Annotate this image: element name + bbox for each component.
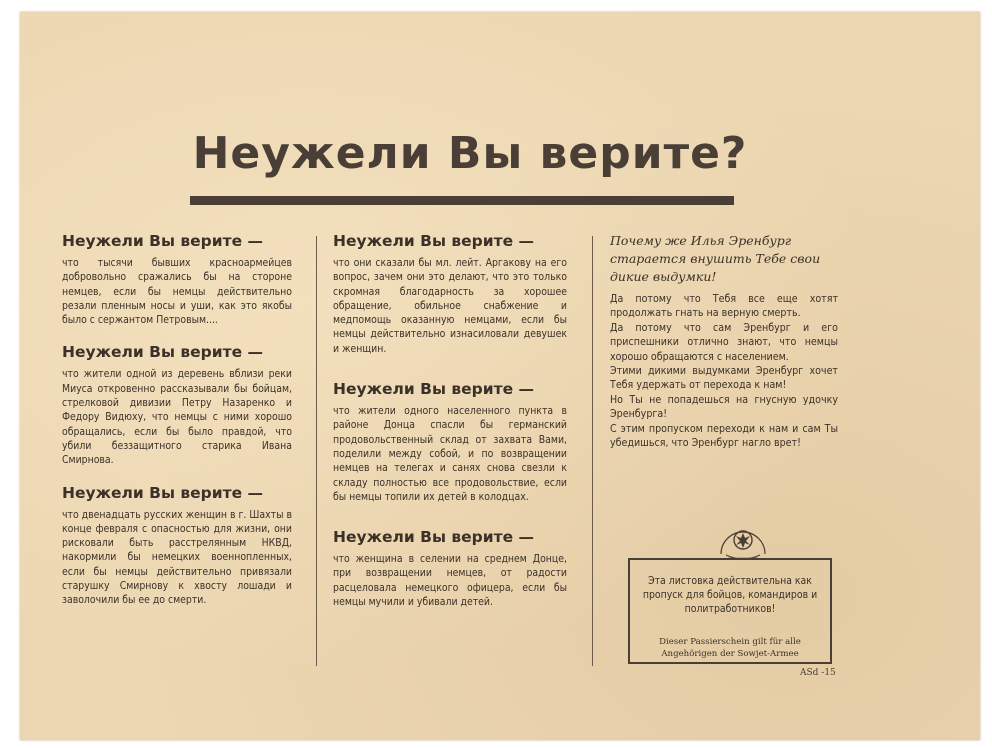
column-3: [610, 232, 838, 450]
column-1: [62, 232, 292, 608]
column-divider: [316, 236, 317, 666]
section-text: что двенадцать русских женщин в г. Шахты в конце февраля с опасностью для жизни, они рисковали быть расстрелянным НКВД, накормили бы немецких военнопленных, если бы немцы действительно привязали старушку Смирнову к хвосту лошади и заволочили бы ее до смерти.: [62, 508, 292, 607]
paragraph: Этими дикими выдумками Эренбург хочет Тебя удержать от перехода к нам!: [610, 365, 838, 392]
section-heading: Неужели Вы верите —: [333, 528, 535, 547]
title-underline: [190, 196, 734, 205]
leaflet-code: ASd -15: [800, 668, 836, 678]
column-divider: [592, 236, 593, 666]
section-heading: Неужели Вы верите —: [62, 343, 264, 362]
section-text: что жители одной из деревень вблизи реки Миуса откровенно рассказывали бы бойцам, стрелковой дивизии Петру Назаренко и Федору Видюху, что немцы с ними хорошо обращались, если бы было правдой, что убили беззащитного старика Ивана Смирнова.: [62, 368, 292, 467]
paragraph: Да потому что сам Эренбург и его приспешники отлично знают, что немцы хорошо обращаются с населением.: [610, 321, 838, 363]
page-title: Неужели Вы верите?: [192, 128, 748, 179]
section-heading: Неужели Вы верите —: [333, 232, 535, 250]
section-text: что женщина в селении на среднем Донце, при возвращении немцев, от радости расцеловала немецкого офицера, если бы немцы мучили и убивали детей.: [333, 553, 567, 609]
paragraph: Но Ты не попадешься на гнусную удочку Эренбурга!: [610, 393, 838, 421]
paragraph: Да потому что Тебя все еще хотят продолжать гнать на верную смерть.: [610, 293, 838, 320]
section-text: что жители одного населенного пункта в районе Донца спасли бы германский продовольственный склад от захвата Вами, поделили между собой, и по возвращении немцев на телегах и санях снова свезли к складу полностью все продовольствие, если бы немцы топили их детей в колодцах.: [333, 405, 567, 503]
column-3-heading: Почему же Илья Эренбург старается внушить Тебе свои дикие выдумки!: [610, 233, 821, 284]
section-heading: Неужели Вы верите —: [62, 483, 264, 502]
pass-text-ru: Эта листовка действительна как пропуск для бойцов, командиров и политработников!: [642, 575, 818, 615]
column-2: [333, 232, 567, 609]
section-heading: Неужели Вы верите —: [62, 232, 264, 250]
pass-text-de: Dieser Passierschein gilt für alle Angehörigen der Sowjet-Armee: [659, 637, 801, 659]
paragraph: С этим пропуском переходи к нам и сам Ты убедишься, что Эренбург нагло врет!: [610, 422, 838, 450]
pass-box: [628, 558, 832, 664]
section-heading: Неужели Вы верите —: [333, 380, 535, 399]
section-text: что они сказали бы мл. лейт. Аргакову на его вопрос, зачем они это делают, что это только скромная благодарность за хорошее обращение, обильное снабжение и медпомощь оказанную немцами, если бы немцы действительно изнасиловали девушек и женщин.: [333, 257, 567, 355]
section-text: что тысячи бывших красноармейцев добровольно сражались бы на стороне немцев, если бы немцы действительно резали пленным носы и уши, как это якобы было с сержантом Петровым....: [62, 257, 292, 327]
